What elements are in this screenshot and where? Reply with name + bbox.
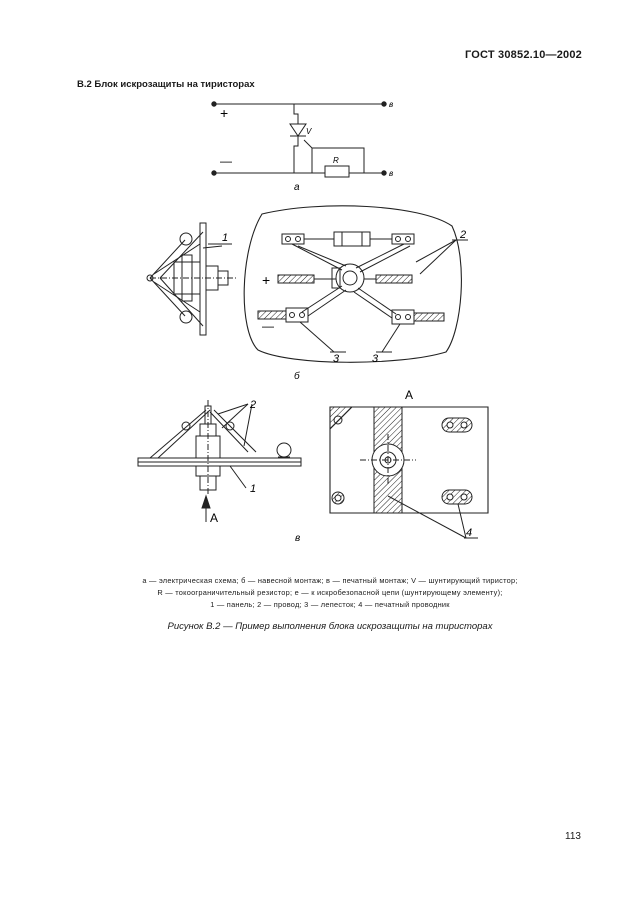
callout-2-b: 2 [460, 229, 467, 241]
callout-2-v: 2 [250, 399, 257, 411]
sublabel-b: б [294, 371, 300, 382]
schematic-a [212, 102, 386, 177]
page-number: 113 [565, 831, 581, 842]
standard-header: ГОСТ 30852.10—2002 [464, 49, 582, 61]
callout-3-b-right: 3 [372, 353, 379, 365]
callout-3-b-left: 3 [333, 353, 340, 365]
callout-4-v: 4 [466, 527, 473, 539]
side-view-v [138, 400, 301, 522]
section-title: В.2 Блок искрозащиты на тиристорах [77, 79, 255, 90]
callout-1-b: 1 [222, 232, 229, 244]
callout-1-v: 1 [250, 483, 257, 495]
sublabel-a: а [294, 182, 300, 193]
arrow-label-a: А [210, 511, 219, 525]
top-view-b [208, 206, 468, 362]
minus-sign-a: — [220, 154, 232, 168]
terminal-label-bottom: в [389, 169, 394, 178]
thyristor-label: V [306, 127, 312, 136]
caption-line-2: R — токоограничительный резистор; е — к искробезопасной цепи (шунтирующему элементу); [157, 588, 503, 597]
view-a-v [330, 407, 488, 538]
caption-line-3: 1 — панель; 2 — провод; 3 — лепесток; 4 — печатный проводник [210, 600, 450, 609]
caption-line-1: а — электрическая схема; б — навесной монтаж; в — печатный монтаж; V — шунтирующий тиристор; [142, 576, 518, 585]
view-label-a: А [405, 388, 414, 402]
plus-sign-a: + [220, 105, 229, 121]
sublabel-v: в [295, 533, 301, 544]
minus-sign-b: — [262, 319, 274, 333]
figure-title: Рисунок В.2 — Пример выполнения блока искрозащиты на тиристорах [167, 621, 493, 632]
resistor-label: R [333, 156, 339, 165]
plus-sign-b: + [262, 272, 271, 288]
terminal-label-top: в [389, 100, 394, 109]
